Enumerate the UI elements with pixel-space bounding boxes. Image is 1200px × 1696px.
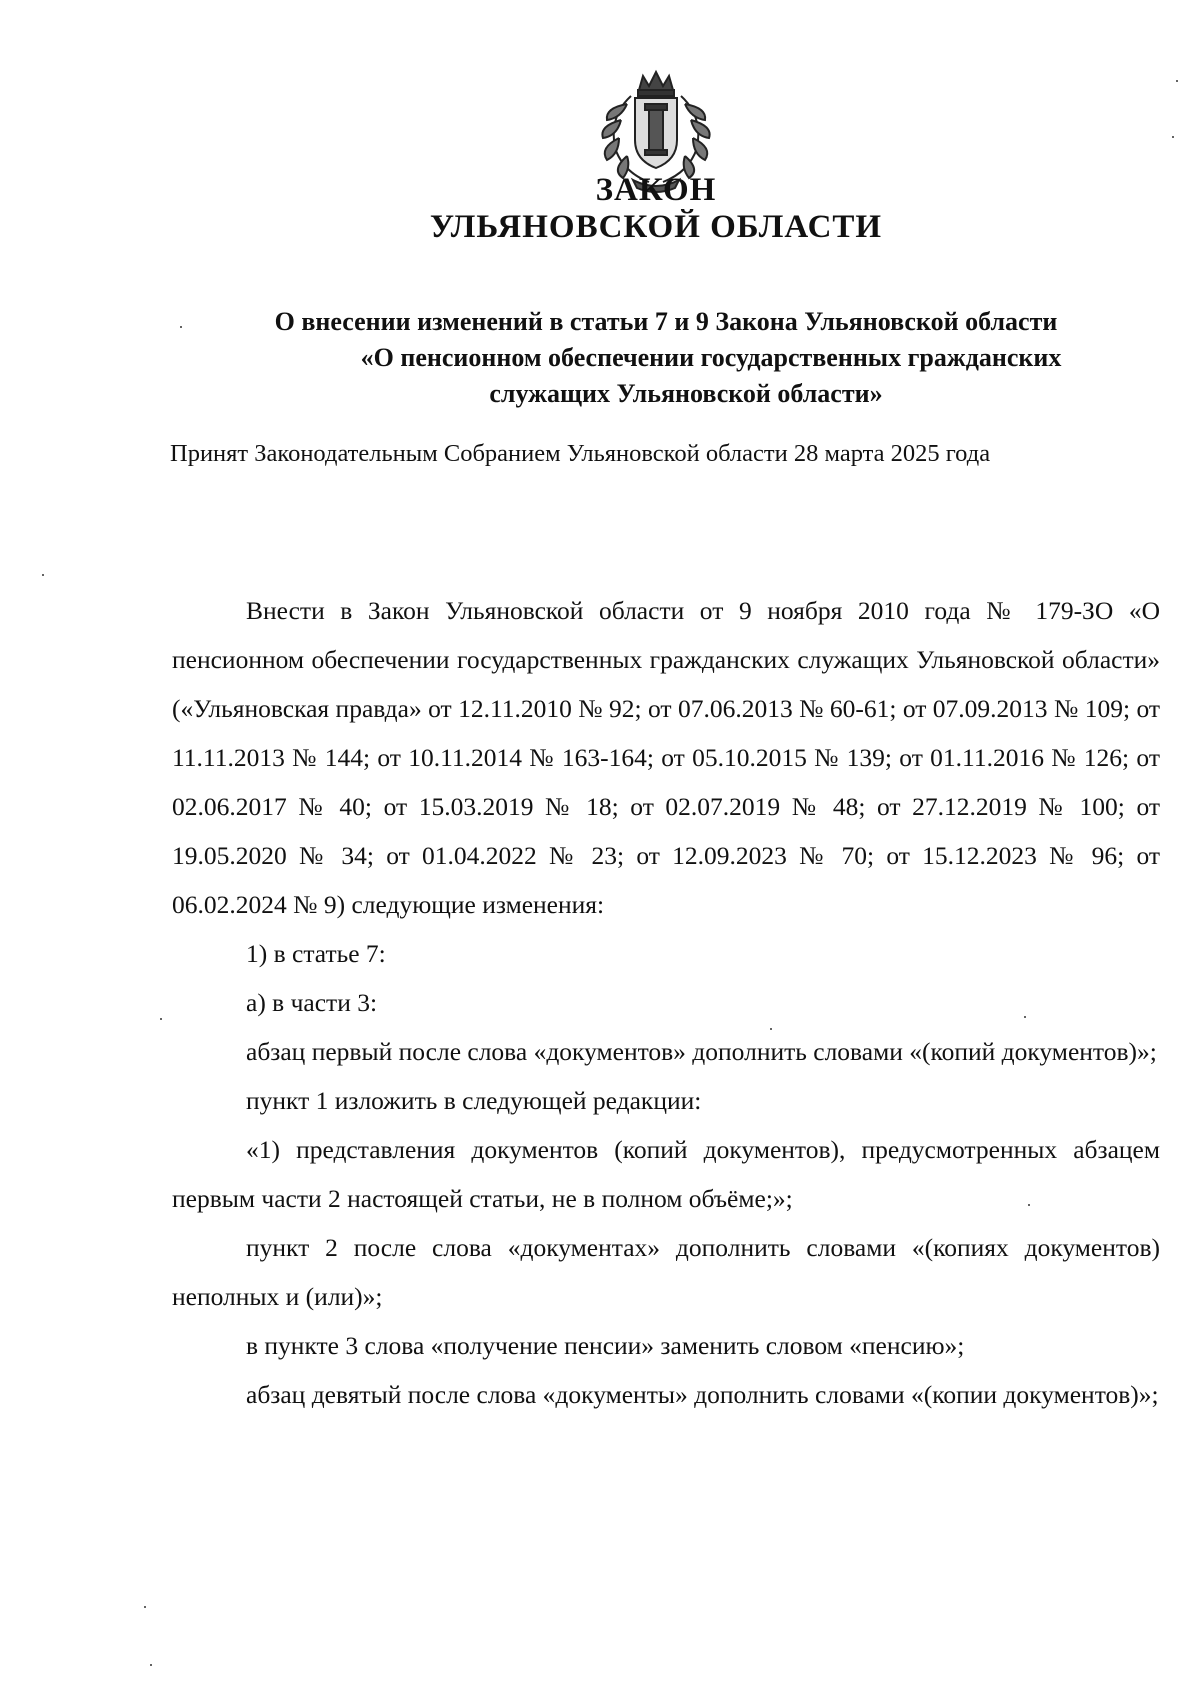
law-title: ЗАКОН xyxy=(595,172,717,208)
scan-speck xyxy=(180,326,182,328)
paragraph: а) в части 3: xyxy=(246,988,378,1017)
paragraph: абзац первый после слова «документов» дополнить словами «(копий документов)»; xyxy=(246,1037,1157,1066)
law-region: УЛЬЯНОВСКОЙ ОБЛАСТИ xyxy=(429,209,883,245)
paragraph: пункт 1 изложить в следующей редакции: xyxy=(246,1086,702,1115)
law-subject xyxy=(150,304,1162,412)
scan-speck xyxy=(1172,136,1174,138)
paragraph: 1) в статье 7: xyxy=(246,939,386,968)
scan-speck xyxy=(160,1018,162,1020)
paragraph: «1) представления документов (копий документов), предусмотренных абзацем первым части 2 настоящей статьи, не в полном объёме;»; xyxy=(172,1135,1160,1213)
scan-speck xyxy=(144,1606,146,1608)
paragraph: Внести в Закон Ульяновской области от 9 ноября 2010 года № 179-ЗО «О пенсионном обеспечении государственных гражданских служащих Ульяновской области» («Ульяновская правда» от 12.11.2010 № 92; от 07.06.2013 № 60-61; от 07.09.2013 № 109; от 11.11.2013 № 144; от 10.11.2014 № 163-164; от 05.10.2015 № 139; от 01.11.2016 № 126; от 02.06.2017 № 40; от 15.03.2019 № 18; от 02.07.2019 № 48; от 27.12.2019 № 100; от 19.05.2020 № 34; от 01.04.2022 № 23; от 12.09.2023 № 70; от 15.12.2023 № 96; от 06.02.2024 № 9) следующие изменения: xyxy=(172,596,1160,919)
scan-speck xyxy=(1024,1016,1026,1018)
scan-speck xyxy=(42,574,44,576)
paragraph: в пункте 3 слова «получение пенсии» заменить словом «пенсию»; xyxy=(246,1331,965,1360)
scan-speck xyxy=(150,1664,152,1666)
subject-line: «О пенсионном обеспечении государственных гражданских xyxy=(360,343,1062,372)
scan-speck xyxy=(770,1028,772,1030)
law-body xyxy=(172,586,1160,1419)
scan-speck xyxy=(1176,80,1178,82)
paragraph: абзац девятый после слова «документы» дополнить словами «(копии документов)»; xyxy=(246,1380,1159,1409)
subject-line: О внесении изменений в статьи 7 и 9 Закона Ульяновской области xyxy=(274,307,1058,336)
subject-line: служащих Ульяновской области» xyxy=(489,379,883,408)
scan-speck xyxy=(1028,1204,1030,1206)
paragraph: пункт 2 после слова «документах» дополнить словами «(копиях документов) неполных и (или)»; xyxy=(172,1233,1160,1311)
adoption-line: Принят Законодательным Собранием Ульяновской области 28 марта 2025 года xyxy=(170,440,991,467)
